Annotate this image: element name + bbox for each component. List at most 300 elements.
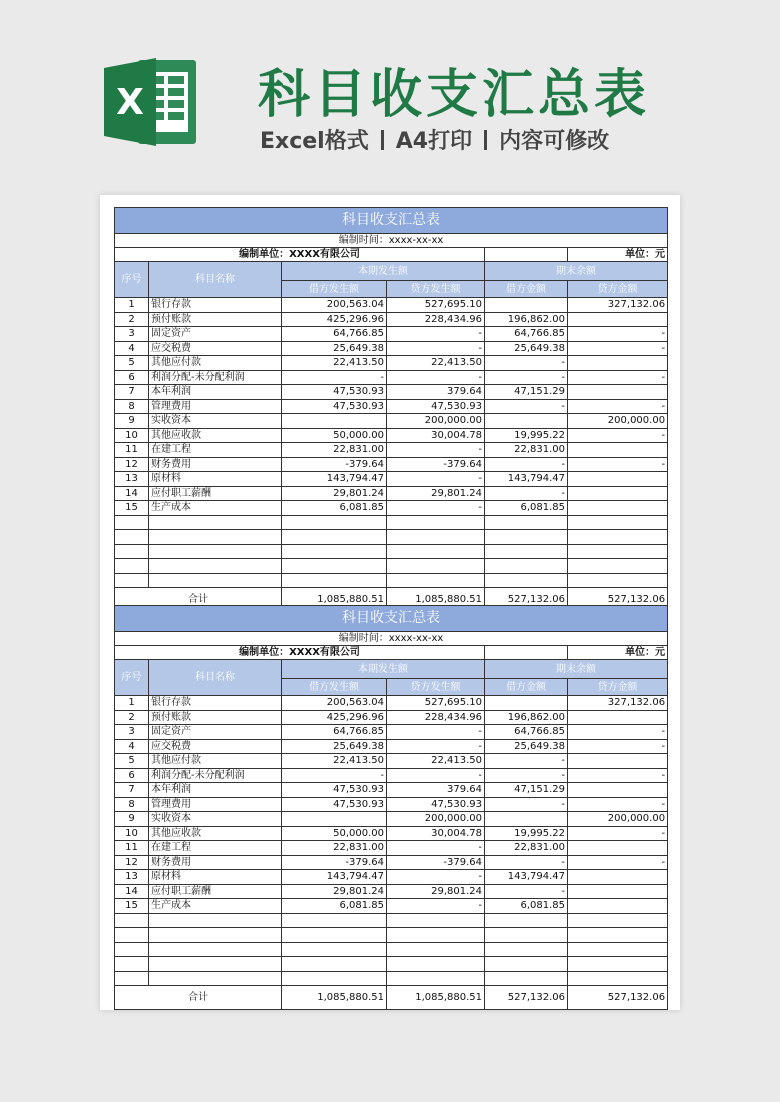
header-debit: 借方发生额 (282, 679, 387, 696)
row-credit: - (387, 443, 485, 458)
header-debit-balance: 借方金额 (485, 281, 568, 298)
row-debit-balance: 143,794.47 (485, 472, 568, 487)
empty-cell (115, 928, 149, 943)
empty-cell (485, 942, 568, 957)
row-debit-balance (485, 812, 568, 827)
empty-cell (568, 942, 668, 957)
empty-cell (282, 559, 387, 574)
row-debit: 425,296.96 (282, 710, 387, 725)
empty-cell (149, 559, 282, 574)
row-debit-balance: 6,081.85 (485, 899, 568, 914)
table-row (115, 870, 668, 885)
total-debit-balance: 527,132.06 (485, 588, 568, 612)
org-line (115, 646, 485, 660)
row-credit: - (387, 841, 485, 856)
row-debit (282, 414, 387, 429)
row-debit: -379.64 (282, 457, 387, 472)
row-seq: 10 (115, 826, 149, 841)
empty-cell (115, 515, 149, 530)
total-credit-balance: 527,132.06 (568, 588, 668, 612)
row-credit-balance: - (568, 370, 668, 385)
empty-cell (387, 913, 485, 928)
empty-cell (387, 573, 485, 588)
row-seq: 10 (115, 428, 149, 443)
summary-grid (114, 207, 668, 612)
header-period: 本期发生额 (282, 262, 485, 281)
row-credit-balance (568, 443, 668, 458)
row-credit: 200,000.00 (387, 414, 485, 429)
row-subject: 在建工程 (149, 841, 282, 856)
org-label: 编制单位： (239, 647, 290, 658)
subtitle-print: A4打印 (395, 129, 473, 154)
row-subject: 预付账款 (149, 710, 282, 725)
table-row (115, 414, 668, 429)
row-credit-balance: 327,132.06 (568, 298, 668, 313)
feature-subtitle (260, 124, 609, 155)
row-seq: 6 (115, 370, 149, 385)
empty-cell (485, 573, 568, 588)
empty-cell (387, 971, 485, 986)
row-subject: 管理费用 (149, 797, 282, 812)
row-credit: - (387, 870, 485, 885)
row-subject: 原材料 (149, 870, 282, 885)
row-debit: 50,000.00 (282, 428, 387, 443)
currency-unit: 单位：元 (568, 646, 668, 660)
table-row (115, 841, 668, 856)
empty-cell (485, 515, 568, 530)
org-label: 编制单位： (239, 249, 290, 260)
row-debit-balance (485, 696, 568, 711)
empty-cell (149, 971, 282, 986)
row-seq: 5 (115, 356, 149, 371)
table-row (115, 696, 668, 711)
empty-cell (485, 913, 568, 928)
empty-cell (387, 928, 485, 943)
empty-cell (568, 559, 668, 574)
row-debit: 22,413.50 (282, 356, 387, 371)
row-debit: 29,801.24 (282, 486, 387, 501)
row-debit: - (282, 370, 387, 385)
org-value: XXXX有限公司 (289, 249, 360, 260)
row-credit-balance: 327,132.06 (568, 696, 668, 711)
empty-cell (149, 573, 282, 588)
row-seq: 13 (115, 472, 149, 487)
row-credit: - (387, 370, 485, 385)
row-subject: 应付职工薪酬 (149, 486, 282, 501)
row-subject: 银行存款 (149, 298, 282, 313)
row-subject: 其他应收款 (149, 428, 282, 443)
row-credit-balance: - (568, 428, 668, 443)
row-credit: - (387, 899, 485, 914)
row-credit-balance (568, 501, 668, 516)
empty-cell (282, 515, 387, 530)
divider (484, 130, 487, 150)
row-debit: 25,649.38 (282, 739, 387, 754)
row-debit-balance: - (485, 486, 568, 501)
row-credit-balance: - (568, 327, 668, 342)
total-credit-balance: 527,132.06 (568, 986, 668, 1010)
total-label: 合计 (115, 588, 282, 612)
row-credit: 228,434.96 (387, 312, 485, 327)
table-row (115, 443, 668, 458)
row-seq: 14 (115, 486, 149, 501)
table-row (115, 768, 668, 783)
row-subject: 其他应收款 (149, 826, 282, 841)
empty-cell (282, 971, 387, 986)
row-credit: -379.64 (387, 855, 485, 870)
row-subject: 其他应付款 (149, 356, 282, 371)
row-subject: 固定资产 (149, 327, 282, 342)
empty-cell (282, 913, 387, 928)
row-debit-balance: 22,831.00 (485, 443, 568, 458)
row-seq: 2 (115, 710, 149, 725)
row-debit-balance: 64,766.85 (485, 327, 568, 342)
row-credit-balance (568, 710, 668, 725)
sheet-title: 科目收支汇总表 (115, 606, 668, 632)
row-subject: 生产成本 (149, 899, 282, 914)
table-row (115, 486, 668, 501)
svg-text:X: X (116, 82, 144, 123)
row-seq: 11 (115, 443, 149, 458)
empty-cell (485, 544, 568, 559)
header-subject: 科目名称 (149, 262, 282, 298)
row-debit-balance: 19,995.22 (485, 826, 568, 841)
row-debit: - (282, 768, 387, 783)
empty-row (115, 942, 668, 957)
row-credit-balance: 200,000.00 (568, 414, 668, 429)
row-credit: 29,801.24 (387, 486, 485, 501)
row-debit-balance: 22,831.00 (485, 841, 568, 856)
empty-cell (115, 957, 149, 972)
row-debit: 25,649.38 (282, 341, 387, 356)
empty-cell (149, 913, 282, 928)
table-row (115, 899, 668, 914)
empty-cell (568, 928, 668, 943)
row-debit: 6,081.85 (282, 501, 387, 516)
table-row (115, 797, 668, 812)
empty-cell (568, 515, 668, 530)
row-debit: 64,766.85 (282, 725, 387, 740)
row-credit: 527,695.10 (387, 298, 485, 313)
row-debit-balance: 25,649.38 (485, 739, 568, 754)
row-seq: 9 (115, 812, 149, 827)
row-seq: 7 (115, 783, 149, 798)
row-credit: - (387, 725, 485, 740)
empty-cell (282, 928, 387, 943)
empty-cell (568, 957, 668, 972)
empty-cell (115, 942, 149, 957)
date-line (115, 632, 668, 646)
row-credit: 379.64 (387, 385, 485, 400)
header-period: 本期发生额 (282, 660, 485, 679)
empty-cell (282, 544, 387, 559)
row-credit: - (387, 768, 485, 783)
blank-cell (485, 646, 568, 660)
row-credit-balance (568, 870, 668, 885)
header-credit: 贷方发生额 (387, 679, 485, 696)
row-credit-balance: 200,000.00 (568, 812, 668, 827)
table-row (115, 725, 668, 740)
row-seq: 15 (115, 899, 149, 914)
header-seq: 序号 (115, 262, 149, 298)
row-credit: 30,004.78 (387, 826, 485, 841)
row-credit-balance (568, 486, 668, 501)
empty-cell (485, 957, 568, 972)
empty-cell (387, 957, 485, 972)
row-debit: 29,801.24 (282, 884, 387, 899)
empty-row (115, 559, 668, 574)
page-title: 科目收支汇总表 (258, 65, 651, 125)
row-debit: 6,081.85 (282, 899, 387, 914)
table-row (115, 754, 668, 769)
row-credit-balance (568, 783, 668, 798)
empty-cell (282, 530, 387, 545)
row-debit: 200,563.04 (282, 696, 387, 711)
summary-table-2 (114, 605, 667, 1010)
empty-cell (115, 573, 149, 588)
row-subject: 其他应付款 (149, 754, 282, 769)
row-debit-balance (485, 414, 568, 429)
row-debit-balance: - (485, 754, 568, 769)
banner (0, 0, 780, 190)
row-debit-balance: 196,862.00 (485, 312, 568, 327)
org-value: XXXX有限公司 (289, 647, 360, 658)
empty-cell (115, 544, 149, 559)
row-seq: 15 (115, 501, 149, 516)
table-row (115, 312, 668, 327)
row-subject: 本年利润 (149, 385, 282, 400)
org-line (115, 248, 485, 262)
row-credit-balance (568, 754, 668, 769)
header-ending: 期末余额 (485, 262, 668, 281)
row-credit: 22,413.50 (387, 754, 485, 769)
row-debit-balance: - (485, 457, 568, 472)
subtitle-editable: 内容可修改 (499, 129, 610, 154)
row-debit-balance (485, 298, 568, 313)
row-subject: 实收资本 (149, 414, 282, 429)
empty-cell (568, 573, 668, 588)
empty-cell (485, 928, 568, 943)
row-credit: 22,413.50 (387, 356, 485, 371)
sheet-title: 科目收支汇总表 (115, 208, 668, 234)
row-credit: 29,801.24 (387, 884, 485, 899)
row-debit: 143,794.47 (282, 472, 387, 487)
subtitle-format: Excel格式 (260, 129, 369, 154)
row-debit-balance: - (485, 399, 568, 414)
blank-cell (485, 248, 568, 262)
row-credit-balance (568, 312, 668, 327)
header-ending: 期末余额 (485, 660, 668, 679)
row-credit-balance (568, 841, 668, 856)
row-seq: 7 (115, 385, 149, 400)
header-subject: 科目名称 (149, 660, 282, 696)
date-value: xxxx-xx-xx (388, 633, 444, 644)
header-credit: 贷方发生额 (387, 281, 485, 298)
row-debit: 22,831.00 (282, 841, 387, 856)
row-seq: 6 (115, 768, 149, 783)
row-credit: 527,695.10 (387, 696, 485, 711)
empty-cell (115, 559, 149, 574)
row-debit (282, 812, 387, 827)
row-credit-balance: - (568, 457, 668, 472)
row-credit: 200,000.00 (387, 812, 485, 827)
empty-cell (282, 957, 387, 972)
row-subject: 在建工程 (149, 443, 282, 458)
table-row (115, 783, 668, 798)
row-seq: 3 (115, 725, 149, 740)
row-debit-balance: 19,995.22 (485, 428, 568, 443)
row-subject: 固定资产 (149, 725, 282, 740)
row-subject: 生产成本 (149, 501, 282, 516)
empty-cell (387, 544, 485, 559)
row-seq: 14 (115, 884, 149, 899)
row-credit-balance: - (568, 739, 668, 754)
empty-cell (282, 942, 387, 957)
row-debit: 425,296.96 (282, 312, 387, 327)
date-line (115, 234, 668, 248)
row-seq: 1 (115, 696, 149, 711)
row-subject: 应交税费 (149, 341, 282, 356)
date-label: 编制时间： (338, 235, 389, 246)
row-debit: 47,530.93 (282, 797, 387, 812)
empty-row (115, 530, 668, 545)
empty-cell (568, 544, 668, 559)
row-credit-balance (568, 899, 668, 914)
empty-cell (485, 971, 568, 986)
table-row (115, 385, 668, 400)
header-debit: 借方发生额 (282, 281, 387, 298)
row-subject: 利润分配-未分配利润 (149, 768, 282, 783)
row-credit-balance (568, 472, 668, 487)
empty-cell (387, 942, 485, 957)
empty-row (115, 573, 668, 588)
divider (381, 130, 384, 150)
table-row (115, 341, 668, 356)
row-subject: 利润分配-未分配利润 (149, 370, 282, 385)
table-row (115, 399, 668, 414)
empty-cell (485, 530, 568, 545)
row-debit: 22,413.50 (282, 754, 387, 769)
empty-row (115, 515, 668, 530)
row-debit-balance: - (485, 356, 568, 371)
row-debit-balance: - (485, 797, 568, 812)
row-debit: 22,831.00 (282, 443, 387, 458)
row-subject: 银行存款 (149, 696, 282, 711)
row-seq: 12 (115, 457, 149, 472)
row-seq: 5 (115, 754, 149, 769)
row-credit: - (387, 341, 485, 356)
date-label: 编制时间： (338, 633, 389, 644)
row-credit: -379.64 (387, 457, 485, 472)
excel-logo-icon (100, 52, 200, 152)
row-debit-balance: 196,862.00 (485, 710, 568, 725)
table-row (115, 826, 668, 841)
total-row (115, 986, 668, 1010)
row-credit-balance (568, 356, 668, 371)
row-credit: 228,434.96 (387, 710, 485, 725)
row-debit-balance: 25,649.38 (485, 341, 568, 356)
row-seq: 11 (115, 841, 149, 856)
row-debit-balance: - (485, 370, 568, 385)
row-subject: 原材料 (149, 472, 282, 487)
empty-row (115, 957, 668, 972)
empty-cell (387, 559, 485, 574)
table-row (115, 370, 668, 385)
row-credit-balance: - (568, 855, 668, 870)
table-row (115, 884, 668, 899)
row-debit: -379.64 (282, 855, 387, 870)
row-subject: 应付职工薪酬 (149, 884, 282, 899)
row-debit: 64,766.85 (282, 327, 387, 342)
empty-row (115, 544, 668, 559)
row-credit: - (387, 501, 485, 516)
header-credit-balance: 贷方金额 (568, 679, 668, 696)
row-subject: 管理费用 (149, 399, 282, 414)
table-row (115, 472, 668, 487)
row-debit-balance: - (485, 855, 568, 870)
spreadsheet-preview-paper (100, 195, 680, 1010)
empty-cell (115, 530, 149, 545)
summary-table-1 (114, 207, 667, 612)
row-credit-balance: - (568, 341, 668, 356)
row-credit: 379.64 (387, 783, 485, 798)
empty-row (115, 971, 668, 986)
empty-cell (485, 559, 568, 574)
empty-cell (387, 515, 485, 530)
row-seq: 2 (115, 312, 149, 327)
row-credit: 47,530.93 (387, 399, 485, 414)
empty-cell (149, 957, 282, 972)
empty-cell (568, 530, 668, 545)
total-label: 合计 (115, 986, 282, 1010)
row-debit: 200,563.04 (282, 298, 387, 313)
row-credit-balance: - (568, 797, 668, 812)
row-subject: 财务费用 (149, 457, 282, 472)
row-debit: 50,000.00 (282, 826, 387, 841)
empty-cell (568, 913, 668, 928)
row-seq: 12 (115, 855, 149, 870)
row-credit: 47,530.93 (387, 797, 485, 812)
row-credit-balance: - (568, 725, 668, 740)
empty-cell (568, 971, 668, 986)
row-credit-balance (568, 884, 668, 899)
row-seq: 4 (115, 341, 149, 356)
row-credit-balance (568, 385, 668, 400)
empty-cell (387, 530, 485, 545)
row-debit: 47,530.93 (282, 385, 387, 400)
empty-cell (115, 971, 149, 986)
header-debit-balance: 借方金额 (485, 679, 568, 696)
row-credit: - (387, 327, 485, 342)
row-debit: 143,794.47 (282, 870, 387, 885)
row-credit: - (387, 472, 485, 487)
header-credit-balance: 贷方金额 (568, 281, 668, 298)
row-subject: 预付账款 (149, 312, 282, 327)
empty-cell (149, 530, 282, 545)
row-seq: 4 (115, 739, 149, 754)
total-debit-balance: 527,132.06 (485, 986, 568, 1010)
row-seq: 1 (115, 298, 149, 313)
empty-cell (149, 515, 282, 530)
table-row (115, 812, 668, 827)
empty-cell (282, 573, 387, 588)
table-row (115, 298, 668, 313)
row-debit-balance: 6,081.85 (485, 501, 568, 516)
table-row (115, 356, 668, 371)
summary-grid (114, 605, 668, 1010)
row-seq: 3 (115, 327, 149, 342)
empty-row (115, 928, 668, 943)
